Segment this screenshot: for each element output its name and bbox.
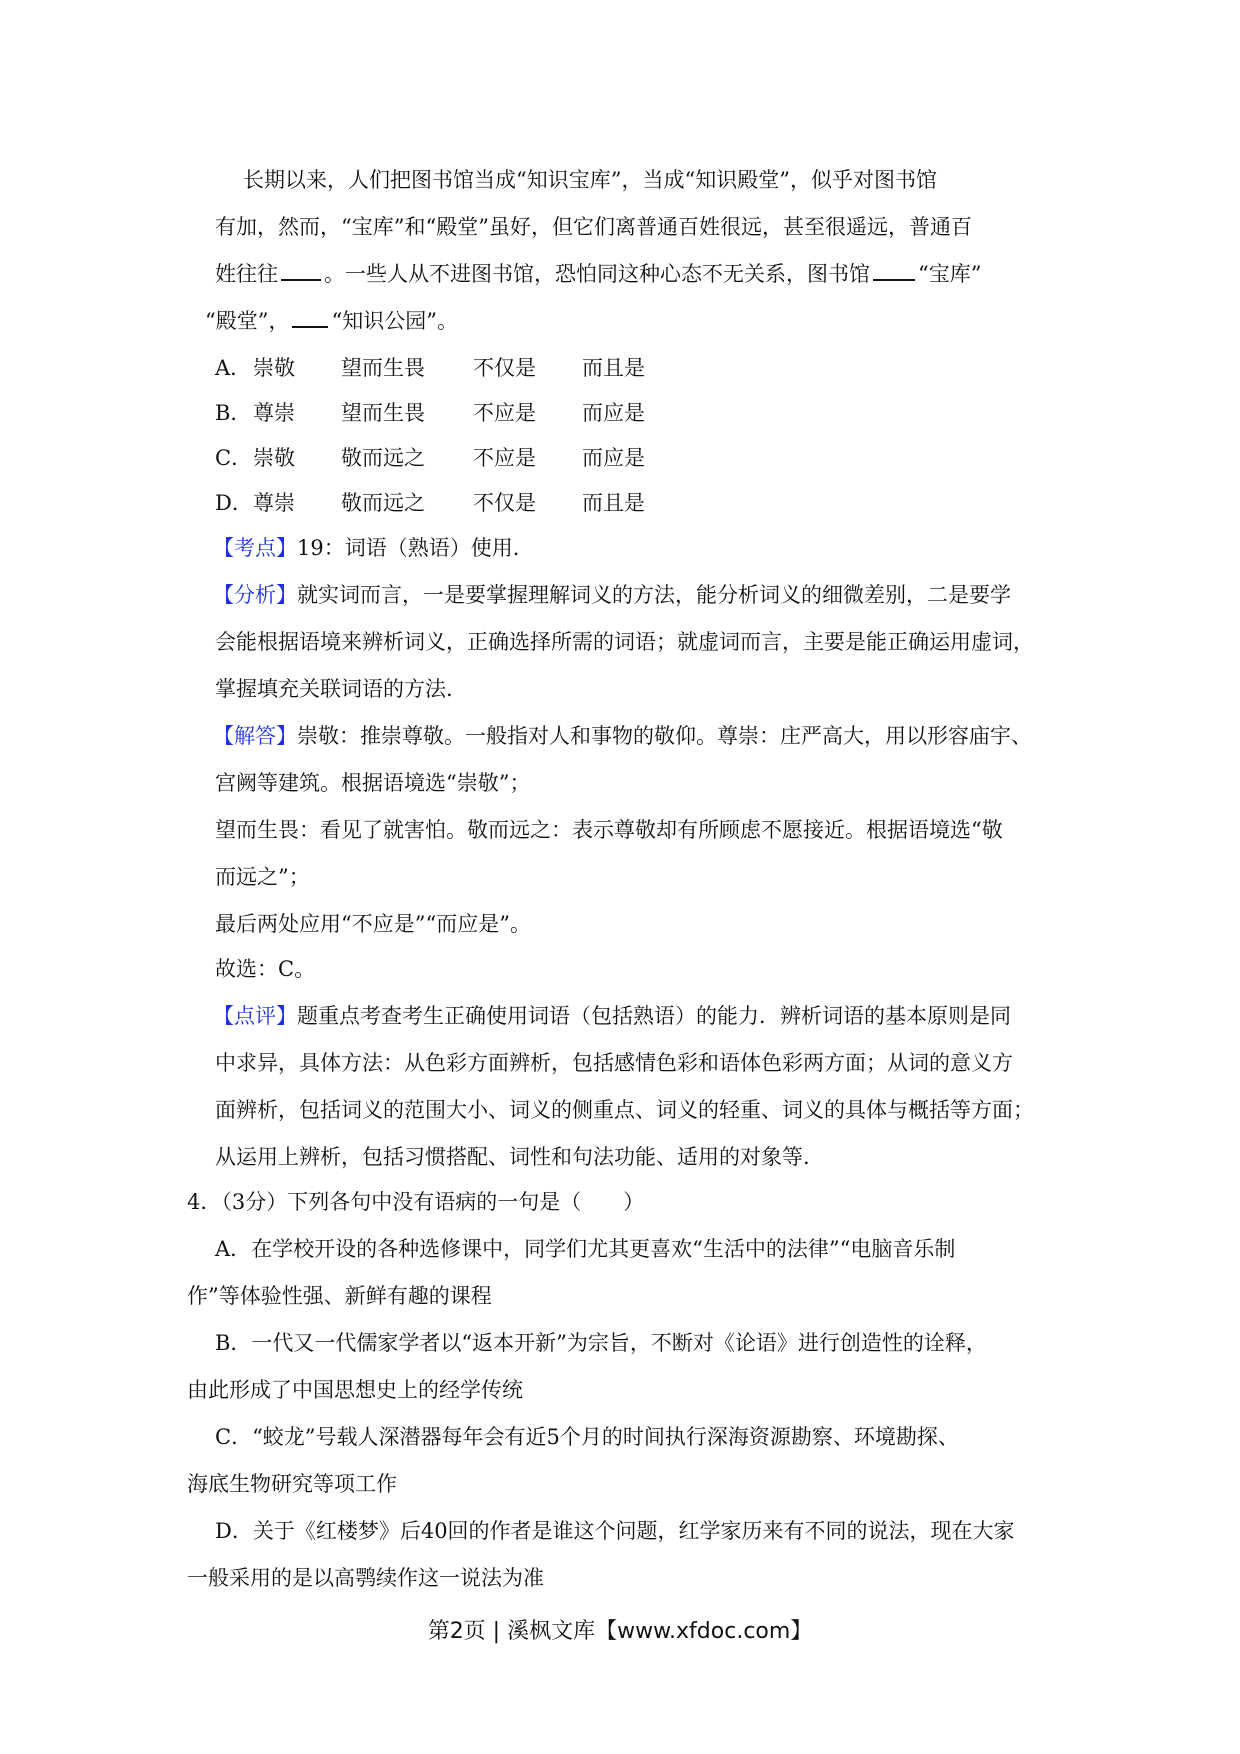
- q4-option-a-line-2: 作”等体验性强、新鲜有趣的课程: [187, 1284, 492, 1308]
- option-c: [215, 443, 645, 473]
- fenxi-line-1: [213, 580, 1011, 610]
- passage-line-1: 长期以来，人们把图书馆当成“知识宝库”，当成“知识殿堂”，似乎对图书馆: [243, 168, 937, 192]
- dianping-line-2: 中求异，具体方法：从色彩方面辨析，包括感情色彩和语体色彩两方面；从词的意义方: [215, 1051, 1013, 1075]
- option-c-label: C．: [215, 446, 253, 470]
- option-c-word-4: 而应是: [582, 446, 645, 470]
- passage-line-4-text-b: “知识公园”。: [331, 309, 458, 333]
- blank-2: [873, 259, 915, 281]
- page-footer: 第2页 | 溪枫文库【www.xfdoc.com】: [427, 1619, 813, 1644]
- q4-option-b-line-2: 由此形成了中国思想史上的经学传统: [187, 1378, 523, 1402]
- blank-1: [281, 259, 321, 281]
- jieda-line-5: 最后两处应用“不应是”“而应是”。: [215, 912, 531, 936]
- option-a-label: A．: [215, 356, 252, 380]
- option-d-label: D．: [215, 491, 253, 515]
- q4-option-c-line-2: 海底生物研究等项工作: [187, 1472, 397, 1496]
- jieda-line-4: 而远之”；: [215, 865, 310, 889]
- dianping-text-1: 题重点考查考生正确使用词语（包括熟语）的能力．辨析词语的基本原则是同: [297, 1004, 1011, 1028]
- q4-option-a-line-1: A．在学校开设的各种选修课中，同学们尤其更喜欢“生活中的法律”“电脑音乐制: [215, 1237, 956, 1261]
- option-b: [215, 398, 645, 428]
- q4-option-b-line-1: B．一代又一代儒家学者以“返本开新”为宗旨，不断对《论语》进行创造性的诠释，: [215, 1331, 987, 1355]
- option-a-word-1: 崇敬: [253, 356, 295, 380]
- q4-option-c-line-1: C．“蛟龙”号载人深潜器每年会有近5个月的时间执行深海资源勘察、环境勘探、: [215, 1425, 959, 1449]
- q4-option-d-line-1: D．关于《红楼梦》后40回的作者是谁这个问题，红学家历来有不同的说法，现在大家: [215, 1519, 1015, 1543]
- option-d-word-3: 不仅是: [473, 491, 536, 515]
- option-a-word-3: 不仅是: [473, 356, 536, 380]
- option-a-word-2: 望而生畏: [341, 356, 425, 380]
- fenxi-text-1: 就实词而言，一是要掌握理解词义的方法，能分析词义的细微差别，二是要学: [297, 583, 1011, 607]
- jieda-line-1: [213, 721, 1032, 751]
- jieda-tag: 【解答】: [213, 724, 297, 748]
- kaodian-text: 19：词语（熟语）使用.: [297, 536, 520, 560]
- passage-line-2: 有加，然而，“宝库”和“殿堂”虽好，但它们离普通百姓很远，甚至很遥远，普通百: [215, 215, 972, 239]
- q4-stem: 4．（3分）下列各句中没有语病的一句是（ ）: [187, 1190, 645, 1214]
- option-d-word-1: 尊崇: [253, 491, 295, 515]
- q4-option-d-line-2: 一般采用的是以高鹗续作这一说法为准: [187, 1566, 544, 1590]
- kaodian-line: [213, 533, 519, 563]
- dianping-line-1: [213, 1001, 1011, 1031]
- option-b-word-3: 不应是: [473, 401, 536, 425]
- option-d-word-2: 敬而远之: [341, 491, 425, 515]
- jieda-line-2: 宫阙等建筑。根据语境选“崇敬”；: [215, 771, 531, 795]
- option-a: [215, 353, 645, 383]
- option-a-word-4: 而且是: [582, 356, 645, 380]
- option-b-label: B．: [215, 401, 252, 425]
- blank-3: [292, 306, 328, 328]
- option-d-word-4: 而且是: [582, 491, 645, 515]
- option-b-word-2: 望而生畏: [341, 401, 425, 425]
- passage-line-4: [205, 306, 458, 336]
- passage-line-3-text-c: “宝库”: [918, 262, 982, 286]
- fenxi-tag: 【分析】: [213, 583, 297, 607]
- dianping-tag: 【点评】: [213, 1004, 297, 1028]
- passage-line-3: [215, 259, 981, 289]
- jieda-text-1: 崇敬：推崇尊敬。一般指对人和事物的敬仰。尊崇：庄严高大，用以形容庙宇、: [297, 724, 1032, 748]
- kaodian-tag: 【考点】: [213, 536, 297, 560]
- dianping-line-3: 面辨析，包括词义的范围大小、词义的侧重点、词义的轻重、词义的具体与概括等方面；: [215, 1098, 1034, 1122]
- fenxi-line-2: 会能根据语境来辨析词义，正确选择所需的词语；就虚词而言，主要是能正确运用虚词，: [215, 630, 1034, 654]
- passage-line-3-text-a: 姓往往: [215, 262, 278, 286]
- option-c-word-3: 不应是: [473, 446, 536, 470]
- option-c-word-1: 崇敬: [253, 446, 295, 470]
- passage-line-3-text-b: 。一些人从不进图书馆，恐怕同这种心态不无关系，图书馆: [324, 262, 870, 286]
- dianping-line-4: 从运用上辨析，包括习惯搭配、词性和句法功能、适用的对象等.: [215, 1145, 810, 1169]
- option-d: [215, 488, 645, 518]
- passage-line-4-text-a: “殿堂”，: [205, 309, 290, 333]
- jieda-line-6: 故选：C。: [215, 957, 316, 981]
- fenxi-line-3: 掌握填充关联词语的方法.: [215, 677, 453, 701]
- option-c-word-2: 敬而远之: [341, 446, 425, 470]
- jieda-line-3: 望而生畏：看见了就害怕。敬而远之：表示尊敬却有所顾虑不愿接近。根据语境选“敬: [215, 818, 1003, 842]
- option-b-word-4: 而应是: [582, 401, 645, 425]
- option-b-word-1: 尊崇: [253, 401, 295, 425]
